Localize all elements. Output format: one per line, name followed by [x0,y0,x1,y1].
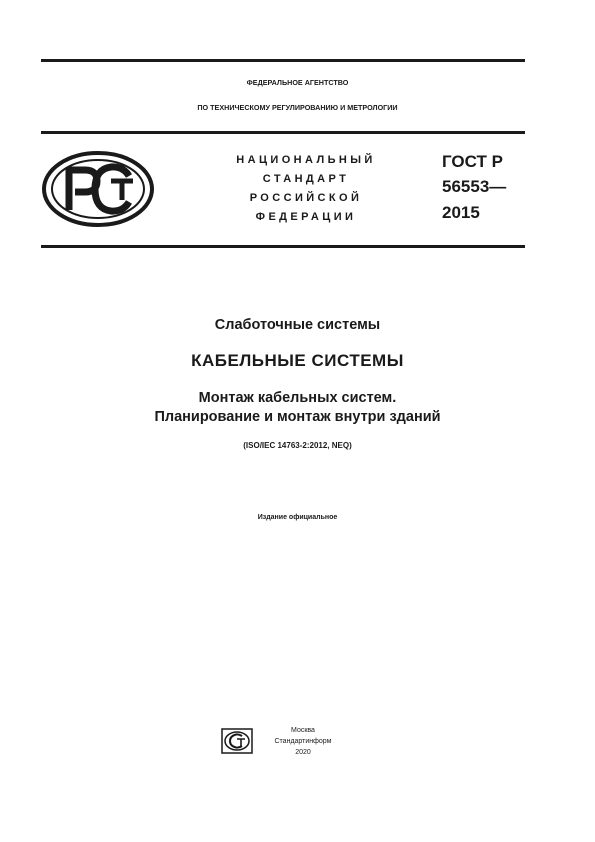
title-block-rule [41,245,525,248]
document-subtitle: Слаботочные системы [214,317,381,333]
agency-line-1: ФЕДЕРАЛЬНОЕ АГЕНТСТВО [246,78,349,87]
document-part-title-line-1: Монтаж кабельных систем. [198,390,397,406]
rst-logo-icon [41,150,155,228]
standard-designation-line-1: ГОСТ Р [442,152,503,171]
national-standard-line-3: РОССИЙСКОЙ [249,192,363,204]
document-part-title-line-2: Планирование и монтаж внутри зданий [154,409,441,425]
publication-year: 2020 [295,749,311,756]
national-standard-line-2: СТАНДАРТ [262,173,350,185]
header-rule [41,131,525,134]
national-standard-line-4: ФЕДЕРАЦИИ [255,211,357,223]
publisher-name: Стандартинформ [274,738,332,745]
publisher-city: Москва [291,727,315,734]
international-reference: (ISO/IEC 14763-2:2012, NEQ) [243,441,352,450]
standard-designation-line-2: 56553— [442,177,507,196]
official-edition-label: Издание официальное [257,514,338,521]
top-rule [41,59,525,62]
document-title: КАБЕЛЬНЫЕ СИСТЕМЫ [191,351,404,370]
national-standard-line-1: НАЦИОНАЛЬНЫЙ [236,154,376,166]
standard-designation-line-3: 2015 [442,203,480,222]
standartinform-logo-icon [221,728,253,754]
agency-line-2: ПО ТЕХНИЧЕСКОМУ РЕГУЛИРОВАНИЮ И МЕТРОЛОГИИ [197,103,398,112]
